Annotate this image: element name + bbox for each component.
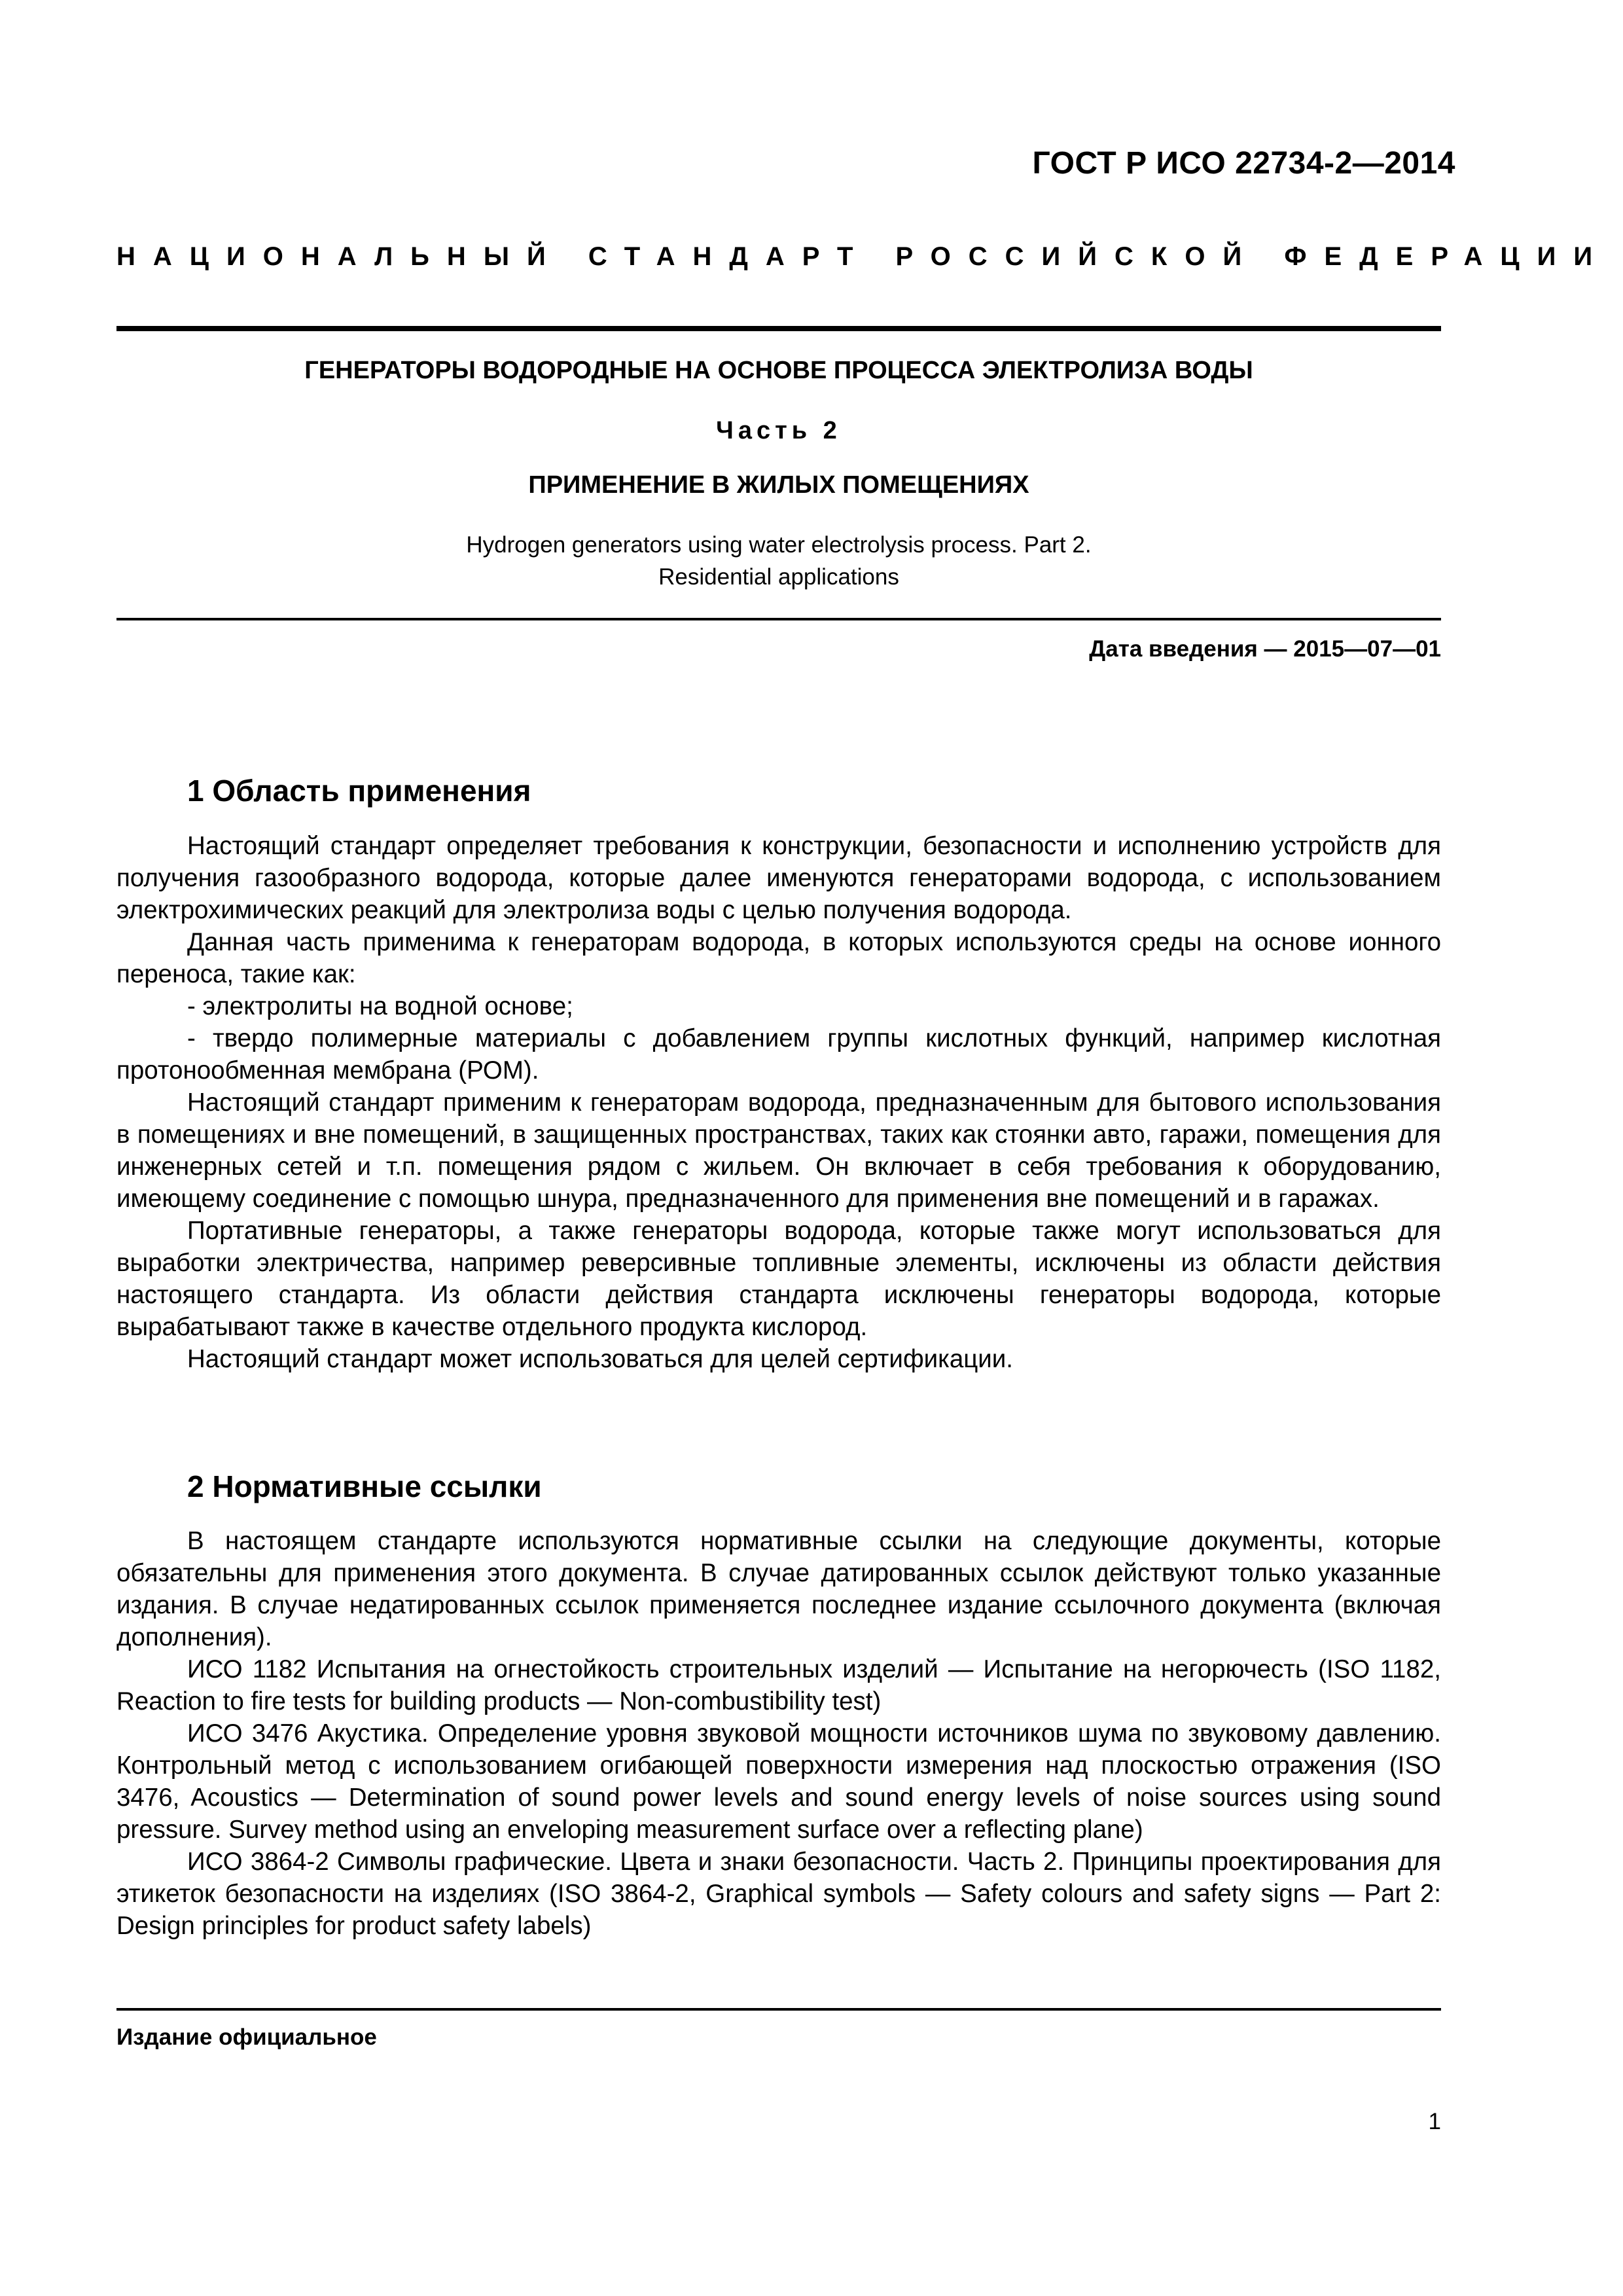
introduction-date: Дата введения — 2015—07—01 — [1089, 636, 1441, 662]
reference-item: ИСО 3476 Акустика. Определение уровня звуковой мощности источников шума по звуковому давлению. Контрольный метод с использованием огибающей поверхности измерения над плоскостью отражения (ISO 3476, Acoustics — Determination of sound power levels and sound energy levels of noise sources using sound pressure. Survey method using an enveloping measurement surface over a reflecting plane) — [116, 1719, 1441, 1844]
english-title — [116, 529, 1441, 593]
list-item: - электролиты на водной основе; — [187, 992, 573, 1020]
official-edition-label: Издание официальное — [116, 2024, 377, 2050]
document-title: ГЕНЕРАТОРЫ ВОДОРОДНЫЕ НА ОСНОВЕ ПРОЦЕССА ЭЛЕКТРОЛИЗА ВОДЫ — [304, 357, 1253, 384]
paragraph: Портативные генераторы, а также генераторы водорода, которые также могут использоваться для выработки электричества, например реверсивные топливные элементы, исключены из области действия настоящего стандарта. Из области действия стандарта исключены генераторы водорода, которые вырабатывают также в качестве отдельного продукта кислород. — [116, 1217, 1441, 1341]
section-2-body — [116, 1525, 1441, 1942]
page-number: 1 — [1428, 2109, 1441, 2134]
header-divider — [116, 326, 1441, 331]
reference-item: ИСО 1182 Испытания на огнестойкость строительных изделий — Испытание на негорючесть (ISO 1182, Reaction to fire tests for building products — Non-combustibility test) — [116, 1655, 1441, 1715]
list-item: - твердо полимерные материалы с добавлением группы кислотных функций, например кислотная протонообменная мембрана (РОМ). — [116, 1024, 1441, 1085]
paragraph: В настоящем стандарте используются нормативные ссылки на следующие документы, которые обязательны для применения этого документа. В случае датированных ссылок действуют только указанные издания. В случае недатированных ссылок применяется последнее издание ссылочного документа (включая дополнения). — [116, 1527, 1441, 1651]
paragraph: Данная часть применима к генераторам водорода, в которых используются среды на основе ионного переноса, такие как: — [116, 928, 1441, 988]
section-1-body — [116, 830, 1441, 1375]
reference-item: ИСО 3864-2 Символы графические. Цвета и знаки безопасности. Часть 2. Принципы проектирования для этикеток безопасности на изделиях (ISO 3864-2, Graphical symbols — Safety colours and safety signs — Part 2: Design principles for product safety labels) — [116, 1848, 1441, 1940]
paragraph: Настоящий стандарт определяет требования к конструкции, безопасности и исполнению устройств для получения газообразного водорода, которые далее именуются генераторами водорода, с использованием электрохимических реакций для электролиза воды с целью получения водорода. — [116, 832, 1441, 924]
section-1-heading: 1 Область применения — [187, 774, 531, 808]
footer-divider — [116, 2008, 1441, 2011]
section-2-heading: 2 Нормативные ссылки — [187, 1469, 542, 1503]
document-subtitle: ПРИМЕНЕНИЕ В ЖИЛЫХ ПОМЕЩЕНИЯХ — [528, 471, 1029, 499]
paragraph: Настоящий стандарт применим к генераторам водорода, предназначенным для бытового использования в помещениях и вне помещений, в защищенных пространствах, таких как стоянки авто, гаражи, помещения для инженерных сетей и т.п. помещения рядом с жильем. Он включает в себя требования к оборудованию, имеющему соединение с помощью шнура, предназначенного для применения вне помещений и в гаражах. — [116, 1088, 1441, 1213]
national-standard-banner: НАЦИОНАЛЬНЫЙ СТАНДАРТ РОССИЙСКОЙ ФЕДЕРАЦИИ — [116, 242, 1611, 271]
paragraph: Настоящий стандарт может использоваться для целей сертификации. — [187, 1345, 1013, 1373]
document-designation: ГОСТ Р ИСО 22734-2—2014 — [1032, 146, 1455, 181]
english-title-line-1: Hydrogen generators using water electrolysis process. Part 2. — [466, 532, 1092, 558]
document-part: Часть 2 — [716, 417, 842, 444]
english-title-line-2: Residential applications — [658, 564, 899, 590]
title-divider — [116, 618, 1441, 620]
